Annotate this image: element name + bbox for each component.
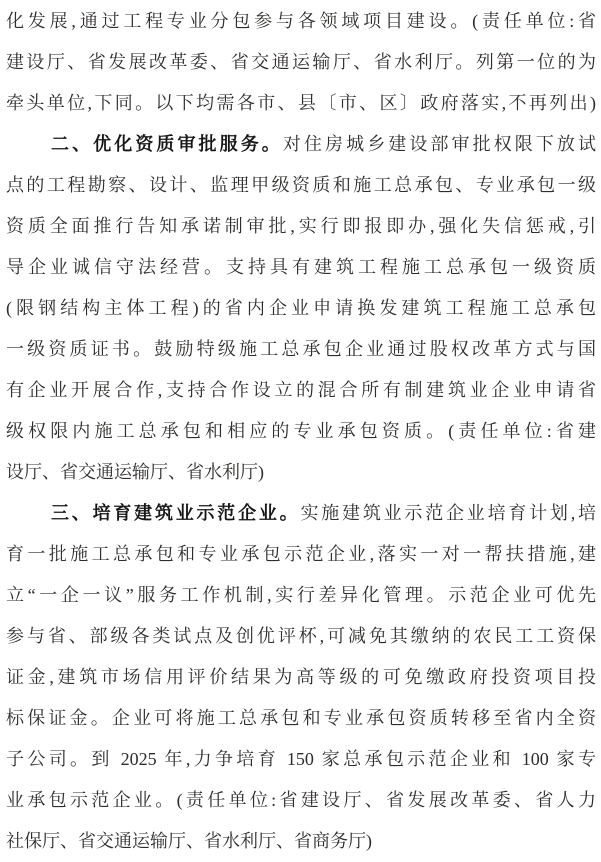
body-text: 参与省、部级各类试点及创优评杯,可减免其缴纳的农民工工资保 <box>6 626 596 646</box>
body-text: 实施建筑业示范企业培育计划,培 <box>300 503 596 523</box>
text-line <box>6 657 596 698</box>
text-line <box>6 329 596 370</box>
body-text: 导企业诚信守法经营。支持具有建筑工程施工总承包一级资质 <box>6 257 596 277</box>
body-text: 标保证金。企业可将施工总承包和专业承包资质转移至省内全资 <box>6 708 596 728</box>
body-text: 化发展,通过工程专业分包参与各领域项目建设。(责任单位:省 <box>6 11 596 31</box>
body-text: 牵头单位,下同。以下均需各市、县〔市、区〕政府落实,不再列出) <box>6 93 596 113</box>
body-text: 育一批施工总承包和专业承包示范企业,落实一对一帮扶措施,建 <box>6 544 596 564</box>
body-text: 子公司。到 2025 年,力争培育 150 家总承包示范企业和 100 家专 <box>6 749 596 769</box>
text-line <box>6 124 596 165</box>
section-heading: 二、优化资质审批服务。 <box>51 134 283 154</box>
body-text: (限钢结构主体工程)的省内企业申请换发建筑工程施工总承包 <box>6 298 596 318</box>
text-line <box>6 206 596 247</box>
body-text: 级权限内施工总承包和相应的专业承包资质。(责任单位:省建 <box>6 421 596 441</box>
body-text: 有企业开展合作,支持合作设立的混合所有制建筑业企业申请省 <box>6 380 596 400</box>
body-text: 证金,建筑市场信用评价结果为高等级的可免缴政府投资项目投 <box>6 667 596 687</box>
text-line <box>6 493 596 534</box>
document-body <box>6 1 596 862</box>
text-line <box>6 411 596 452</box>
paragraph-section-2 <box>6 124 596 493</box>
text-line <box>6 247 596 288</box>
body-text: 资质全面推行告知承诺制审批,实行即报即办,强化失信惩戒,引 <box>6 216 596 236</box>
text-line <box>6 83 596 124</box>
text-line <box>6 575 596 616</box>
text-line <box>6 1 596 42</box>
text-line <box>6 42 596 83</box>
paragraph-section-3 <box>6 493 596 862</box>
body-text: 业承包示范企业。(责任单位:省建设厅、省发展改革委、省人力 <box>6 790 596 810</box>
body-text: 对住房城乡建设部审批权限下放试 <box>282 134 596 154</box>
text-line <box>6 165 596 206</box>
text-line <box>6 780 596 821</box>
paragraph-continuation <box>6 1 596 124</box>
text-line <box>6 534 596 575</box>
text-line <box>6 452 596 493</box>
text-line <box>6 288 596 329</box>
body-text: 设厅、省交通运输厅、省水利厅) <box>6 462 264 482</box>
text-line <box>6 821 596 862</box>
body-text: 立“一企一议”服务工作机制,实行差异化管理。示范企业可优先 <box>6 585 596 605</box>
section-heading: 三、培育建筑业示范企业。 <box>51 503 301 523</box>
body-text: 点的工程勘察、设计、监理甲级资质和施工总承包、专业承包一级 <box>6 175 596 195</box>
text-line <box>6 739 596 780</box>
text-line <box>6 370 596 411</box>
text-line <box>6 698 596 739</box>
body-text: 一级资质证书。鼓励特级施工总承包企业通过股权改革方式与国 <box>6 339 596 359</box>
text-line <box>6 616 596 657</box>
body-text: 建设厅、省发展改革委、省交通运输厅、省水利厅。列第一位的为 <box>6 52 596 72</box>
body-text: 社保厅、省交通运输厅、省水利厅、省商务厅) <box>6 831 372 851</box>
